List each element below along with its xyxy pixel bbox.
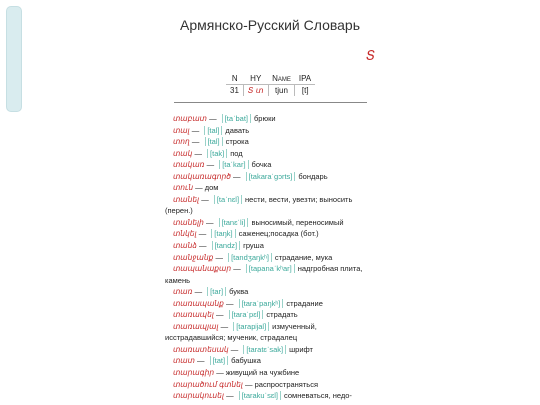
letter-info-table xyxy=(226,72,315,96)
entry-ipa: [tarapʲjal] xyxy=(233,322,269,331)
entry-definition: брюки xyxy=(254,114,276,123)
entry-definition: под xyxy=(230,148,243,158)
entry-word: տարածում գտնել xyxy=(173,379,243,389)
entry-word: տարակուսել xyxy=(173,391,224,401)
dictionary-entry: տառ — [tar] буква xyxy=(173,287,249,297)
dictionary-entry: տող — [tal] строка xyxy=(173,137,249,147)
entry-word: տակ xyxy=(173,148,193,158)
entry-word: տնկել xyxy=(173,229,197,239)
current-letter: Տ xyxy=(366,48,376,63)
entry-definition: надгробная плита, камень xyxy=(165,264,363,285)
dictionary-entry: տատ — [tat] бабушка xyxy=(173,356,261,366)
entry-word: տառատեսակ xyxy=(173,344,229,354)
dictionary-entry: տառապանք — [taraˈpaŋkʰ] страдание xyxy=(173,298,323,308)
entry-definition: страдание, мука xyxy=(274,252,333,262)
entry-definition: шрифт xyxy=(289,344,313,354)
entry-ipa: [tarakuˈsɛl] xyxy=(239,391,281,400)
dictionary-entry: տարագիր — живущий на чужбине xyxy=(173,368,300,378)
divider xyxy=(174,102,367,103)
entry-word: տաբատ xyxy=(173,114,207,123)
entry-ipa: [takaraˈgɔrts] xyxy=(246,172,296,181)
entry-word: տառապել xyxy=(173,310,214,320)
dictionary-entry: տանելի — [tanɛˈli] выносимый, переносимый xyxy=(173,217,344,227)
entry-ipa: [taratɛˈsak] xyxy=(243,345,286,354)
entry-definition: нести, вести, увезти; выносить (перен.) xyxy=(165,194,353,216)
dictionary-entry: տանել — [taˈnɛl] нести, вести, увезти; выносить (перен.) xyxy=(165,194,353,216)
header-ipa: IPA xyxy=(298,73,312,83)
entry-definition: бондарь xyxy=(298,171,328,181)
entry-definition: буква xyxy=(229,287,249,297)
dictionary-entry: տանջանք — [tandʒaŋkʰ] страдание, мука xyxy=(173,252,333,262)
entry-definition: измученный, исстрадавшийся; мученик, страдалец xyxy=(165,321,317,343)
entry-definition: груша xyxy=(243,241,264,251)
entry-word: տալ xyxy=(173,125,190,135)
dictionary-entry: տալ — [tal] давать xyxy=(173,125,250,135)
entry-definition: бочка xyxy=(251,160,272,170)
dictionary-entry: տաբատ — [taˈbat] брюки xyxy=(173,114,276,123)
entry-definition: бабушка xyxy=(231,356,261,366)
entry-definition: живущий на чужбине xyxy=(225,368,300,378)
dictionary-entry: տապանաքար — [tapanaˈkʰar] надгробная плита, камень xyxy=(165,264,363,285)
entry-ipa: [tal] xyxy=(204,126,222,135)
entry-word: տող xyxy=(173,137,190,147)
entry-word: տապանաքար xyxy=(173,264,232,274)
entry-definition: строка xyxy=(225,137,249,147)
entry-definition: сомневаться, недо- xyxy=(284,391,352,401)
dictionary-entry: տառապել — [taraˈpɛl] страдать xyxy=(173,310,298,320)
entry-ipa: [taraˈpaŋkʰ] xyxy=(239,299,284,308)
entry-definition: давать xyxy=(225,125,250,135)
dictionary-entry: տառատեսակ — [taratɛˈsak] шрифт xyxy=(173,344,313,354)
entry-ipa: [taˈbat] xyxy=(222,114,251,123)
entry-ipa: [taraˈpɛl] xyxy=(229,310,264,319)
entry-definition: саженец;посадка (бот.) xyxy=(238,229,319,239)
entry-ipa: [tak] xyxy=(207,149,227,158)
entry-word: տակառ xyxy=(173,160,205,170)
dictionary-entry: տակառագործ — [takaraˈgɔrts] бондарь xyxy=(173,171,328,181)
entry-list xyxy=(165,113,375,402)
entry-word: տառապյալ xyxy=(173,321,219,331)
entry-ipa: [tapanaˈkʰar] xyxy=(246,264,295,273)
header-number: N xyxy=(231,73,238,83)
cell-number: 31 xyxy=(226,85,243,97)
page-title: Армянско-Русский Словарь xyxy=(180,17,360,33)
header-name: Name xyxy=(272,73,291,83)
dictionary-entry: տնկել — [taŋk] саженец;посадка (бот.) xyxy=(173,229,319,239)
entry-word: տառ xyxy=(173,287,193,297)
entry-word: տառապանք xyxy=(173,298,224,308)
entry-definition: страдать xyxy=(266,310,298,320)
entry-ipa: [tal] xyxy=(205,137,223,146)
entry-ipa: [taˈkar] xyxy=(219,160,248,169)
cell-hy: Տ տ xyxy=(243,85,268,97)
dictionary-entry: տարակուսել — [tarakuˈsɛl] сомневаться, недо- xyxy=(173,391,352,401)
dictionary-entry: տակ — [tak] под xyxy=(173,148,243,158)
header-hy: HY xyxy=(250,73,262,83)
entry-ipa: [tandʒaŋkʰ] xyxy=(228,253,272,262)
entry-ipa: [taŋk] xyxy=(211,229,235,238)
entry-word: տարագիր xyxy=(173,368,215,378)
entry-ipa: [tanɛˈli] xyxy=(219,218,249,227)
entry-word: տանջանք xyxy=(173,252,214,262)
entry-word: տուն xyxy=(173,183,194,193)
entry-word: տանելի xyxy=(173,217,204,227)
entry-ipa: [taˈnɛl] xyxy=(214,195,242,204)
entry-ipa: [tat] xyxy=(210,356,229,365)
entry-ipa: [tar] xyxy=(207,287,226,296)
entry-word: տանձ xyxy=(173,241,197,251)
entry-definition: выносимый, переносимый xyxy=(251,217,344,227)
dictionary-entry: տանձ — [tandz] груша xyxy=(173,241,264,251)
entry-word: տանել xyxy=(173,194,200,204)
dictionary-entry: տուն — дом xyxy=(173,183,219,193)
dictionary-entry: տարածում գտնել — распространяться xyxy=(173,379,319,389)
entry-word: տակառագործ xyxy=(173,171,231,181)
cell-name: tjun xyxy=(268,85,295,97)
entry-definition: распространяться xyxy=(254,379,319,389)
entry-word: տատ xyxy=(173,356,195,366)
entry-definition: дом xyxy=(204,183,219,193)
entry-definition: страдание xyxy=(286,298,323,308)
dictionary-entry: տակառ — [taˈkar] бочка xyxy=(173,160,272,170)
dictionary-entry: տառապյալ — [tarapʲjal] измученный, исстрадавшийся; мученик, страдалец xyxy=(165,321,317,343)
cell-ipa: [t] xyxy=(295,85,315,97)
entry-ipa: [tandz] xyxy=(212,241,241,250)
